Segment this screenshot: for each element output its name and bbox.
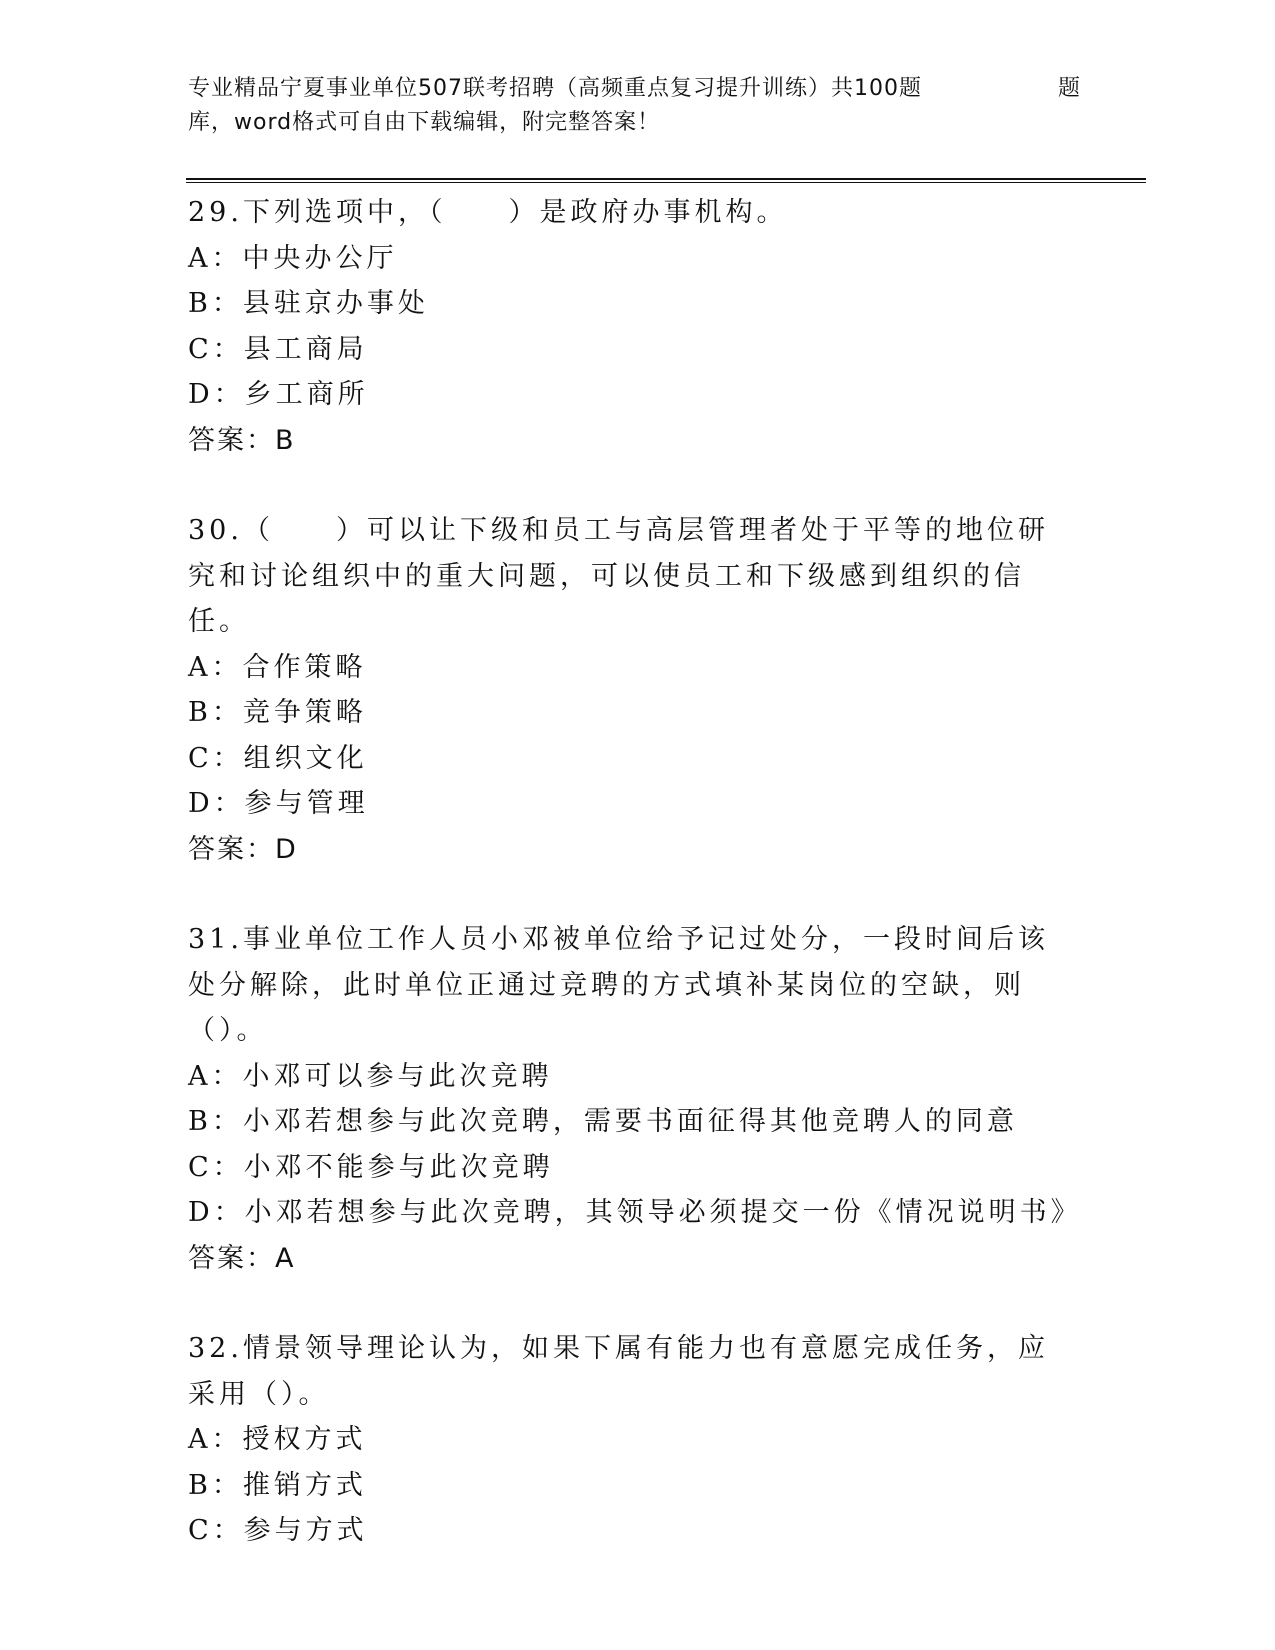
document-header bbox=[188, 72, 1088, 140]
header-line-1 bbox=[188, 72, 1088, 106]
option-d: D：参与管理 bbox=[188, 788, 369, 819]
option-a: A：小邓可以参与此次竞聘 bbox=[188, 1060, 553, 1092]
option-a: A：合作策略 bbox=[188, 651, 367, 683]
question-32 bbox=[188, 1326, 1088, 1554]
option-a: A：授权方式 bbox=[188, 1424, 367, 1455]
header-title-text: 专业精品宁夏事业单位507联考招聘（高频重点复习提升训练）共100题 bbox=[188, 76, 922, 101]
option-d: D：小邓若想参与此次竞聘，其领导必须提交一份《情况说明书》 bbox=[188, 1197, 1082, 1228]
question-stem: 29.下列选项中，（ ）是政府办事机构。 bbox=[188, 197, 788, 228]
question-31 bbox=[188, 917, 1088, 1281]
option-b: B：竞争策略 bbox=[188, 697, 367, 728]
header-title-tail: 题 bbox=[1058, 76, 1082, 101]
option-c: C：小邓不能参与此次竞聘 bbox=[188, 1151, 554, 1183]
question-29 bbox=[188, 190, 1088, 463]
answer: 答案：A bbox=[188, 1242, 296, 1274]
option-c: C：县工商局 bbox=[188, 333, 368, 365]
option-b: B：小邓若想参与此次竞聘，需要书面征得其他竞聘人的同意 bbox=[188, 1106, 1018, 1137]
header-divider-thick bbox=[186, 178, 1146, 180]
option-b: B：推销方式 bbox=[188, 1469, 367, 1501]
option-c: C：参与方式 bbox=[188, 1515, 368, 1546]
answer: 答案：B bbox=[188, 424, 296, 456]
option-c: C：组织文化 bbox=[188, 742, 368, 774]
question-stem: 31.事业单位工作人员小邓被单位给予记过处分，一段时间后该处分解除，此时单位正通过竞聘的方式填补某岗位的空缺，则（）。 bbox=[188, 924, 1049, 1046]
question-30 bbox=[188, 508, 1088, 872]
header-line-2: 库，word格式可自由下载编辑，附完整答案！ bbox=[188, 110, 661, 135]
option-d: D：乡工商所 bbox=[188, 379, 369, 410]
answer: 答案：D bbox=[188, 833, 298, 865]
question-stem: 30.（ ）可以让下级和员工与高层管理者处于平等的地位研究和讨论组织中的重大问题，可以使员工和下级感到组织的信任。 bbox=[188, 515, 1049, 637]
header-divider-thin bbox=[186, 182, 1146, 183]
option-a: A：中央办公厅 bbox=[188, 242, 398, 274]
question-list bbox=[188, 190, 1088, 1599]
option-b: B：县驻京办事处 bbox=[188, 288, 429, 319]
question-stem: 32.情景领导理论认为，如果下属有能力也有意愿完成任务，应采用（）。 bbox=[188, 1333, 1049, 1410]
